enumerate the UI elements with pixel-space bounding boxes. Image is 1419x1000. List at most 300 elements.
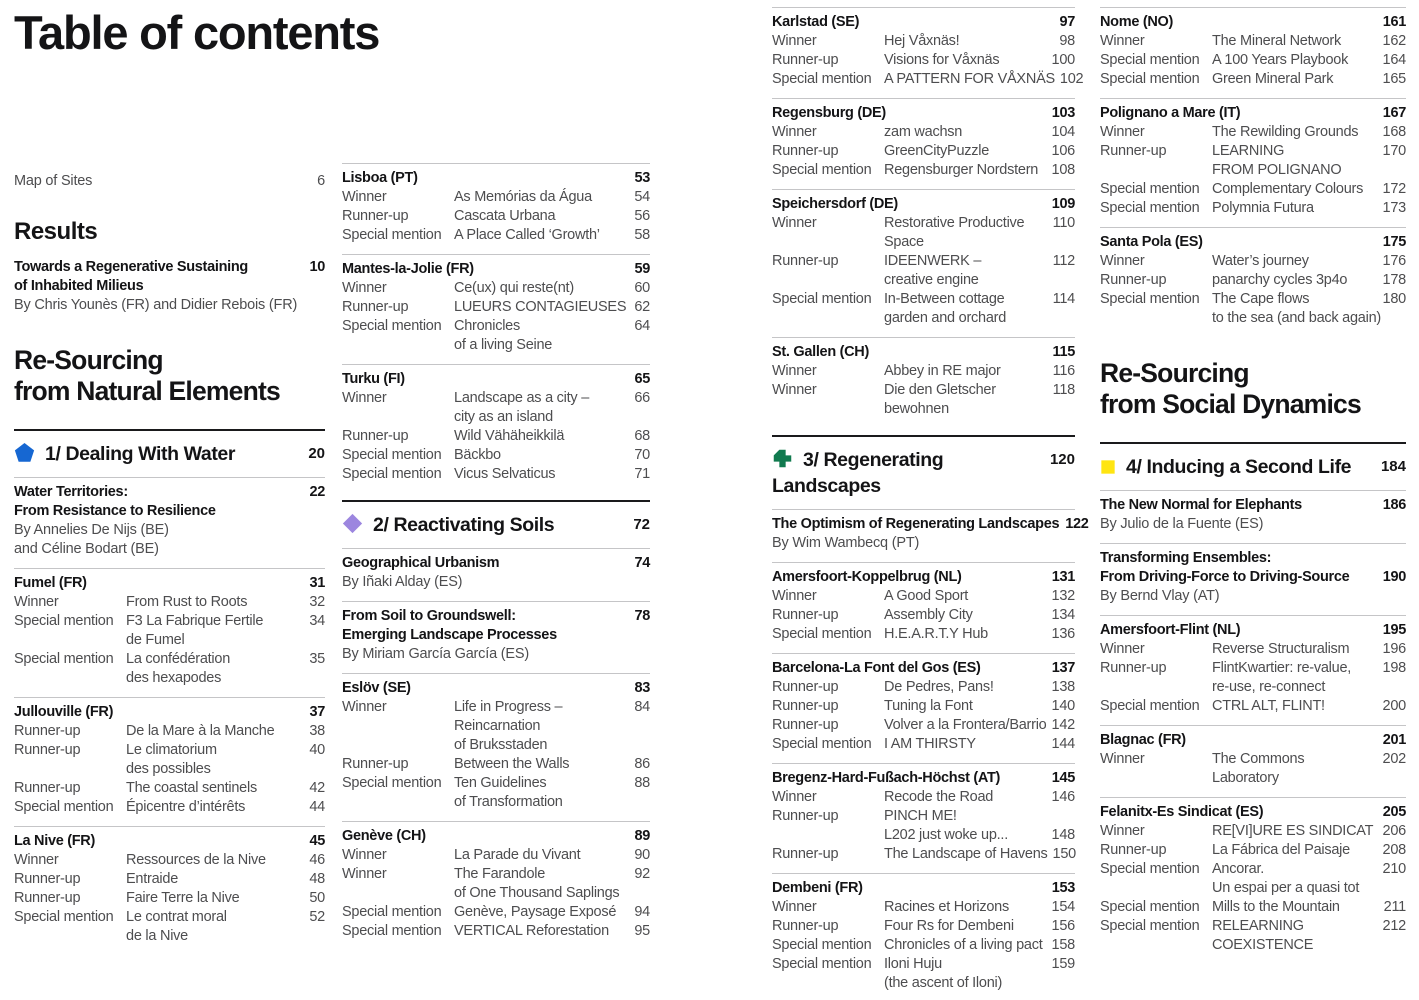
award-label: Special mention <box>772 736 872 752</box>
project-title: RE[VI]URE ES SINDICAT <box>1212 823 1374 839</box>
project-page <box>645 717 650 736</box>
part-heading-line: from Social Dynamics <box>1100 389 1361 419</box>
project-title: to the sea (and back again) <box>1212 310 1381 326</box>
diamond-icon <box>342 513 363 534</box>
site-block <box>1100 7 1406 98</box>
project-page: 88 <box>634 775 650 791</box>
award-label <box>772 400 884 419</box>
award-row <box>772 70 1084 89</box>
project-title: of One Thousand Saplings <box>454 885 620 901</box>
site-page: 175 <box>1382 234 1406 250</box>
award-row <box>14 650 325 669</box>
essay-title-line <box>1100 549 1406 568</box>
essay-title: of Inhabited Milieus <box>14 278 144 294</box>
project-title: panarchy cycles 3p4o <box>1212 272 1348 288</box>
project-page: 84 <box>634 699 650 715</box>
award-label <box>1100 678 1212 697</box>
site-page: 97 <box>1059 14 1075 30</box>
project-title: Le contrat moral <box>126 909 227 925</box>
award-row <box>772 955 1075 974</box>
award-label <box>342 736 454 755</box>
essay-page <box>319 502 325 521</box>
award-row <box>342 846 650 865</box>
award-label: Special mention <box>14 651 114 667</box>
part-heading-line: Re-Sourcing <box>1100 358 1249 388</box>
project-page: 48 <box>309 871 325 887</box>
theme-label: 3/ Regenerating <box>803 449 944 471</box>
award-label: Runner-up <box>14 742 81 758</box>
award-label: Winner <box>342 280 387 296</box>
project-title: Ce(ux) qui reste(nt) <box>454 280 574 296</box>
award-label: Winner <box>342 866 387 882</box>
project-title: Water’s journey <box>1212 253 1309 269</box>
award-label: Winner <box>342 847 387 863</box>
project-page: 206 <box>1382 823 1406 839</box>
award-label <box>14 927 126 946</box>
award-row <box>1100 51 1406 70</box>
site-page: 201 <box>1382 732 1406 748</box>
award-label: Special mention <box>342 775 442 791</box>
award-row <box>772 788 1075 807</box>
project-page: 198 <box>1382 660 1406 676</box>
site-block <box>342 163 650 254</box>
essay-title: Emerging Landscape Processes <box>342 627 557 643</box>
essay-title: From Driving-Force to Driving-Source <box>1100 569 1350 585</box>
site-block <box>342 821 650 950</box>
project-page: 180 <box>1382 291 1406 307</box>
project-page: 211 <box>1383 899 1406 915</box>
project-title: GreenCityPuzzle <box>884 143 990 159</box>
part-heading-line: from Natural Elements <box>14 376 280 406</box>
award-label: Special mention <box>772 162 872 178</box>
award-label: Special mention <box>772 626 872 642</box>
part-heading <box>1100 358 1406 435</box>
site-page: 65 <box>634 371 650 387</box>
project-title: Ressources de la Nive <box>126 852 266 868</box>
site-block <box>1100 227 1406 337</box>
project-title: Laboratory <box>1212 770 1279 786</box>
project-title: Die den Gletscher <box>884 382 996 398</box>
award-label: Special mention <box>772 291 872 307</box>
award-row <box>1100 271 1406 290</box>
project-title: Reincarnation <box>454 718 541 734</box>
essay-title: Water Territories: <box>14 484 128 500</box>
award-label: Runner-up <box>1100 143 1167 159</box>
toc-line-title: Map of Sites <box>14 173 93 189</box>
site-block <box>772 763 1075 873</box>
site-page: 195 <box>1382 622 1406 638</box>
award-row <box>14 870 325 889</box>
award-label: Winner <box>342 390 387 406</box>
project-title: The Farandole <box>454 866 546 882</box>
site-name: St. Gallen (CH) <box>772 344 870 360</box>
site-block <box>772 873 1075 1000</box>
project-page: 68 <box>634 428 650 444</box>
award-row <box>14 741 325 760</box>
award-row <box>14 798 325 817</box>
site-block <box>1100 98 1406 227</box>
site-page: 137 <box>1051 660 1075 676</box>
site-page: 103 <box>1051 105 1075 121</box>
award-row <box>342 774 650 793</box>
project-page: 138 <box>1051 679 1075 695</box>
award-label: Runner-up <box>772 253 839 269</box>
award-label: Runner-up <box>14 871 81 887</box>
project-page: 172 <box>1382 181 1406 197</box>
award-row <box>772 697 1075 716</box>
theme-header <box>342 500 650 548</box>
project-page <box>1070 807 1075 826</box>
project-title: Four Rs for Dembeni <box>884 918 1014 934</box>
award-label: Special mention <box>772 956 872 972</box>
project-title: Green Mineral Park <box>1212 71 1334 87</box>
award-label: Special mention <box>342 227 442 243</box>
project-title: Mills to the Mountain <box>1212 899 1340 915</box>
award-row <box>772 898 1075 917</box>
project-title: Entraide <box>126 871 179 887</box>
project-title: Racines et Horizons <box>884 899 1009 915</box>
award-label: Runner-up <box>1100 660 1167 676</box>
essay-title-line <box>14 277 325 296</box>
project-title: Volver a la Frontera/Barrio <box>884 717 1047 733</box>
site-page: 153 <box>1051 880 1075 896</box>
project-page: 212 <box>1382 918 1406 934</box>
award-row <box>772 309 1075 328</box>
site-header <box>342 260 650 279</box>
award-row <box>1100 697 1406 716</box>
project-title: of Bruksstaden <box>454 737 548 753</box>
project-page: 46 <box>309 852 325 868</box>
site-name: Bregenz-Hard-Fußach-Höchst (AT) <box>772 770 1001 786</box>
essay-title: From Resistance to Resilience <box>14 503 216 519</box>
theme-page: 120 <box>1049 451 1075 468</box>
site-header <box>1100 731 1406 750</box>
award-label <box>772 974 884 993</box>
project-page: 200 <box>1382 698 1406 714</box>
site-block <box>772 337 1075 428</box>
part-heading <box>14 345 325 422</box>
project-page: 144 <box>1051 736 1075 752</box>
essay-title-line <box>1100 568 1406 587</box>
award-row <box>342 298 650 317</box>
site-name: Mantes-la-Jolie (FR) <box>342 261 474 277</box>
project-page: 98 <box>1059 33 1075 49</box>
award-row <box>1100 199 1406 218</box>
award-label: Winner <box>1100 751 1145 767</box>
project-title: La confédération <box>126 651 231 667</box>
award-label: Winner <box>772 215 817 231</box>
project-title: De la Mare à la Manche <box>126 723 275 739</box>
award-row <box>1100 659 1406 678</box>
site-header <box>1100 621 1406 640</box>
award-label: Runner-up <box>342 428 409 444</box>
award-label: Runner-up <box>342 208 409 224</box>
award-row <box>772 252 1075 271</box>
project-title: Regensburger Nordstern <box>884 162 1039 178</box>
award-label: Runner-up <box>772 846 839 862</box>
essay-page <box>1400 549 1406 568</box>
project-page <box>1401 161 1406 180</box>
project-title: de la Nive <box>126 928 188 944</box>
award-row <box>342 408 650 427</box>
award-row <box>772 271 1075 290</box>
site-block <box>14 826 325 955</box>
project-title: Life in Progress – <box>454 699 563 715</box>
project-page: 38 <box>309 723 325 739</box>
award-label: Winner <box>772 899 817 915</box>
site-name: La Nive (FR) <box>14 833 95 849</box>
award-label: Special mention <box>772 71 872 87</box>
project-page: 104 <box>1051 124 1075 140</box>
essay-entry <box>342 601 650 673</box>
essay-byline: By Iñaki Alday (ES) <box>342 574 463 590</box>
site-block <box>342 364 650 493</box>
award-row <box>342 865 650 884</box>
award-row <box>14 593 325 612</box>
award-label <box>772 309 884 328</box>
award-row <box>342 446 650 465</box>
award-label: Runner-up <box>772 698 839 714</box>
award-row <box>1100 750 1406 769</box>
award-row <box>1100 936 1406 955</box>
award-row <box>342 427 650 446</box>
award-row <box>772 290 1075 309</box>
project-page: 150 <box>1052 846 1076 862</box>
project-title: re-use, re-connect <box>1212 679 1326 695</box>
essay-entry <box>14 477 325 568</box>
project-title: F3 La Fabrique Fertile <box>126 613 264 629</box>
project-title: A 100 Years Playbook <box>1212 52 1349 68</box>
site-block <box>772 7 1084 98</box>
project-title: Between the Walls <box>454 756 570 772</box>
award-row <box>342 884 650 903</box>
site-name: Blagnac (FR) <box>1100 732 1186 748</box>
essay-title: Geographical Urbanism <box>342 555 500 571</box>
theme-page: 72 <box>633 516 650 533</box>
site-name: Jullouville (FR) <box>14 704 114 720</box>
project-title: bewohnen <box>884 401 949 417</box>
award-row <box>14 760 325 779</box>
project-page: 42 <box>309 780 325 796</box>
project-page: 114 <box>1052 291 1075 307</box>
award-label: Special mention <box>14 909 114 925</box>
site-block <box>1100 797 1406 964</box>
project-page: 118 <box>1052 382 1075 398</box>
award-row <box>772 606 1075 625</box>
project-page: 116 <box>1052 363 1075 379</box>
essay-page: 22 <box>309 484 325 500</box>
project-page: 173 <box>1382 200 1406 216</box>
project-page: 64 <box>634 318 650 334</box>
essay-title-line <box>14 483 325 502</box>
project-title: Space <box>884 234 924 250</box>
award-label: Runner-up <box>342 756 409 772</box>
theme-title-line <box>772 447 1044 473</box>
award-row <box>772 826 1075 845</box>
award-row <box>342 207 650 226</box>
essay-page: 78 <box>634 608 650 624</box>
site-name: Santa Pola (ES) <box>1100 234 1203 250</box>
project-page: 148 <box>1051 827 1075 843</box>
award-label <box>1100 309 1212 328</box>
award-row <box>1100 841 1406 860</box>
project-page: 142 <box>1051 717 1075 733</box>
award-row <box>772 123 1075 142</box>
award-label: Special mention <box>1100 291 1200 307</box>
essay-title-line <box>342 554 650 573</box>
award-row <box>342 755 650 774</box>
award-row <box>1100 32 1406 51</box>
project-page: 90 <box>634 847 650 863</box>
award-label: Winner <box>1100 823 1145 839</box>
theme-title <box>14 441 302 467</box>
site-page: 59 <box>634 261 650 277</box>
project-title: As Memórias da Água <box>454 189 592 205</box>
section-heading: Results <box>14 218 98 245</box>
project-page: 134 <box>1051 607 1075 623</box>
theme-title <box>342 512 627 538</box>
award-row <box>1100 769 1406 788</box>
essay-page: 10 <box>309 259 325 275</box>
award-row <box>342 793 650 812</box>
site-page: 89 <box>634 828 650 844</box>
project-title: Assembly City <box>884 607 973 623</box>
project-page: 34 <box>309 613 325 629</box>
project-page: 100 <box>1051 52 1075 68</box>
award-row <box>772 974 1075 993</box>
award-row <box>342 279 650 298</box>
award-row <box>14 722 325 741</box>
project-page: 62 <box>634 299 650 315</box>
site-page: 205 <box>1382 804 1406 820</box>
award-label <box>342 717 454 736</box>
theme-title-line <box>772 473 1044 499</box>
site-block <box>772 189 1075 337</box>
project-page <box>1401 309 1406 328</box>
essay-title-line <box>342 626 650 645</box>
award-label <box>342 884 454 903</box>
award-label <box>1100 161 1212 180</box>
award-row <box>1100 860 1406 879</box>
project-title: FlintKwartier: re-value, <box>1212 660 1352 676</box>
project-page: 178 <box>1382 272 1406 288</box>
award-row <box>1100 822 1406 841</box>
award-label: Special mention <box>342 318 442 334</box>
theme-title-line <box>342 512 627 538</box>
site-page: 31 <box>309 575 325 591</box>
project-title: In-Between cottage <box>884 291 1005 307</box>
project-page <box>1401 879 1406 898</box>
award-label <box>1100 879 1212 898</box>
essay-page: 74 <box>634 555 650 571</box>
award-row <box>1100 898 1406 917</box>
theme-title <box>772 447 1044 499</box>
award-row <box>1100 123 1406 142</box>
award-label: Winner <box>342 189 387 205</box>
site-header <box>342 370 650 389</box>
project-page: 156 <box>1051 918 1075 934</box>
site-page: 53 <box>634 170 650 186</box>
essay-title: Transforming Ensembles: <box>1100 550 1272 566</box>
award-label: Special mention <box>772 937 872 953</box>
project-title: Cascata Urbana <box>454 208 556 224</box>
essay-entry <box>1100 543 1406 615</box>
award-row <box>1100 678 1406 697</box>
award-row <box>1100 917 1406 936</box>
site-name: Regensburg (DE) <box>772 105 886 121</box>
award-row <box>14 908 325 927</box>
award-label: Runner-up <box>1100 272 1167 288</box>
site-header <box>342 169 650 188</box>
award-label: Special mention <box>1100 918 1200 934</box>
site-header <box>772 769 1075 788</box>
award-label: Runner-up <box>1100 842 1167 858</box>
site-header <box>1100 233 1406 252</box>
project-page: 162 <box>1382 33 1406 49</box>
project-page <box>320 760 325 779</box>
project-title: The coastal sentinels <box>126 780 257 796</box>
award-label: Winner <box>772 33 817 49</box>
page-title: Table of contents <box>14 6 380 59</box>
site-header <box>1100 803 1406 822</box>
project-title: Vicus Selvaticus <box>454 466 556 482</box>
project-page <box>645 793 650 812</box>
theme-page: 20 <box>308 445 325 462</box>
project-title: RELEARNING <box>1212 918 1304 934</box>
site-name: Speichersdorf (DE) <box>772 196 898 212</box>
site-header <box>772 568 1075 587</box>
award-row <box>14 612 325 631</box>
project-page: 159 <box>1051 956 1075 972</box>
project-title: Complementary Colours <box>1212 181 1364 197</box>
award-row <box>14 851 325 870</box>
project-title: of Transformation <box>454 794 563 810</box>
award-row <box>772 936 1075 955</box>
toc-line-page: 6 <box>317 173 325 189</box>
project-page: 71 <box>634 466 650 482</box>
award-label: Runner-up <box>772 607 839 623</box>
toc-column-3 <box>772 0 1089 1000</box>
award-label: Winner <box>1100 253 1145 269</box>
award-label: Runner-up <box>14 723 81 739</box>
project-title: The Commons <box>1212 751 1305 767</box>
site-header <box>1100 13 1406 32</box>
project-title: Abbey in RE major <box>884 363 1001 379</box>
project-page: 158 <box>1051 937 1075 953</box>
project-title: Hej Våxnäs! <box>884 33 960 49</box>
site-block <box>14 568 325 697</box>
project-title: H.E.A.R.T.Y Hub <box>884 626 988 642</box>
award-row <box>772 362 1075 381</box>
project-page: 196 <box>1382 641 1406 657</box>
award-label <box>342 408 454 427</box>
project-page <box>1070 974 1075 993</box>
project-page <box>1070 400 1075 419</box>
award-row <box>342 336 650 355</box>
award-row <box>1100 252 1406 271</box>
site-header <box>1100 104 1406 123</box>
site-header <box>14 703 325 722</box>
award-label: Winner <box>14 594 59 610</box>
project-page: 54 <box>634 189 650 205</box>
essay-entry <box>1100 490 1406 543</box>
project-title: Recode the Road <box>884 789 994 805</box>
project-page: 176 <box>1382 253 1406 269</box>
site-name: Karlstad (SE) <box>772 14 860 30</box>
project-title: Iloni Huju <box>884 956 942 972</box>
project-title: Wild Vähäheikkilä <box>454 428 565 444</box>
award-row <box>772 400 1075 419</box>
